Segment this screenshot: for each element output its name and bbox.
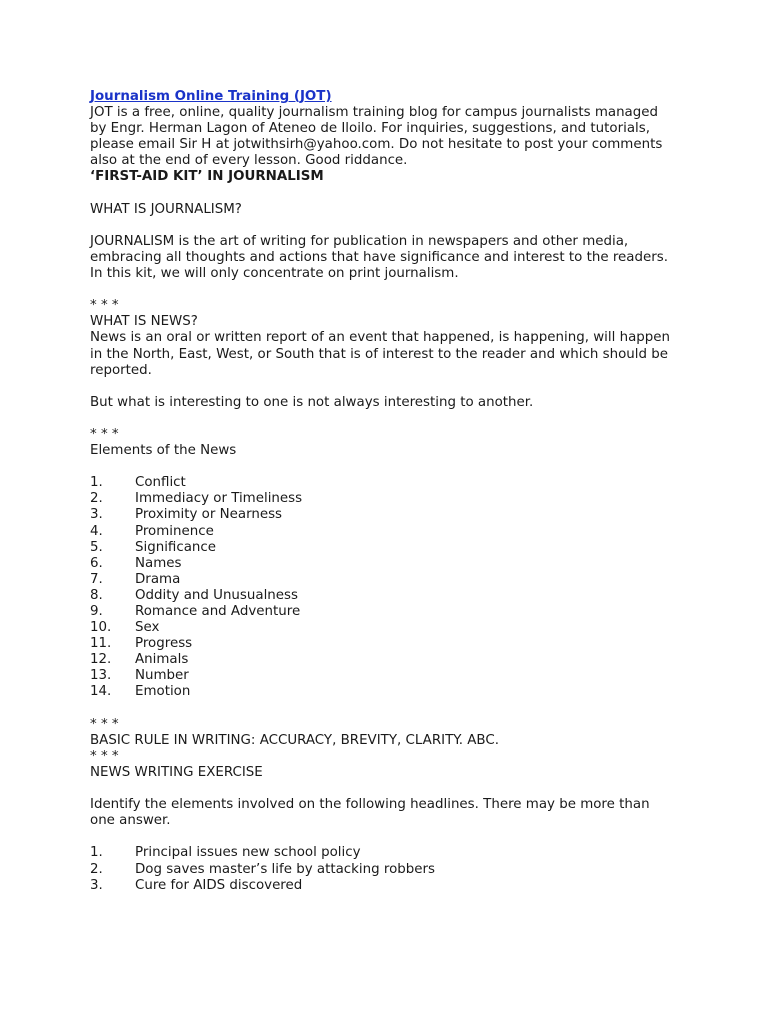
question-news: WHAT IS NEWS?: [90, 314, 198, 330]
intro-line: by Engr. Herman Lagon of Ateneo de Iloilo. For inquiries, suggestions, and tutorials,: [90, 121, 650, 137]
separator: * * *: [90, 748, 119, 764]
list-number: 8.: [90, 587, 103, 603]
question-journalism: WHAT IS JOURNALISM?: [90, 201, 242, 217]
list-item: [90, 652, 690, 668]
list-item: [90, 862, 690, 878]
list-text: Animals: [135, 652, 189, 668]
list-number: 5.: [90, 539, 103, 555]
intro-line: also at the end of every lesson. Good riddance.: [90, 153, 408, 169]
list-item: [90, 620, 690, 636]
list-text: Drama: [135, 571, 181, 587]
journalism-line: In this kit, we will only concentrate on print journalism.: [90, 266, 459, 282]
list-item: [90, 604, 690, 620]
list-number: 12.: [90, 652, 112, 668]
elements-list: [90, 475, 690, 700]
news-line: in the North, East, West, or South that is of interest to the reader and which should be: [90, 346, 668, 362]
basic-rule: BASIC RULE IN WRITING: ACCURACY, BREVITY, CLARITY. ABC.: [90, 732, 499, 748]
list-number: 14.: [90, 684, 112, 700]
elements-heading: Elements of the News: [90, 443, 237, 459]
list-item: [90, 668, 690, 684]
separator: * * *: [90, 426, 119, 442]
exercise-heading: NEWS WRITING EXERCISE: [90, 764, 263, 780]
list-item: [90, 878, 690, 894]
separator: * * *: [90, 716, 119, 732]
list-text: Progress: [135, 636, 193, 652]
list-number: 4.: [90, 523, 103, 539]
kit-title: ‘FIRST-AID KIT’ IN JOURNALISM: [90, 169, 324, 185]
list-number: 3.: [90, 507, 103, 523]
list-text: Romance and Adventure: [135, 604, 301, 619]
list-number: 10.: [90, 620, 112, 636]
list-item: [90, 684, 690, 700]
news-line: News is an oral or written report of an event that happened, is happening, will happen: [90, 330, 670, 346]
list-number: 1.: [90, 475, 103, 491]
list-number: 7.: [90, 571, 103, 587]
list-number: 1.: [90, 845, 103, 861]
list-number: 2.: [90, 861, 103, 877]
document-page: [90, 89, 690, 894]
list-number: 11.: [90, 636, 112, 652]
list-item: [90, 556, 690, 572]
exercise-line: one answer.: [90, 813, 171, 829]
list-text: Principal issues new school policy: [135, 845, 361, 861]
list-item: [90, 636, 690, 652]
list-item: [90, 540, 690, 556]
interesting-line: But what is interesting to one is not always interesting to another.: [90, 394, 534, 410]
list-item: [90, 475, 690, 491]
list-item: [90, 845, 690, 861]
list-item: [90, 524, 690, 540]
journalism-line: embracing all thoughts and actions that have significance and interest to the readers.: [90, 249, 668, 265]
list-text: Proximity or Nearness: [135, 507, 283, 523]
list-number: 13.: [90, 668, 112, 684]
list-text: Number: [135, 668, 189, 684]
list-item: [90, 491, 690, 507]
list-text: Emotion: [135, 684, 191, 700]
list-number: 2.: [90, 491, 103, 507]
list-text: Oddity and Unusualness: [135, 587, 298, 603]
intro-line: JOT is a free, online, quality journalism training blog for campus journalists managed: [90, 105, 659, 121]
list-number: 3.: [90, 877, 103, 893]
list-text: Immediacy or Timeliness: [135, 491, 303, 507]
intro-line: please email Sir H at jotwithsirh@yahoo.com. Do not hesitate to post your comments: [90, 137, 663, 153]
list-text: Sex: [135, 620, 160, 636]
jot-title-link[interactable]: Journalism Online Training (JOT): [90, 89, 332, 104]
separator: * * *: [90, 298, 119, 314]
list-item: [90, 588, 690, 604]
news-line: reported.: [90, 362, 152, 378]
list-item: [90, 572, 690, 588]
list-number: 9.: [90, 604, 103, 619]
list-item: [90, 507, 690, 523]
list-number: 6.: [90, 555, 103, 571]
list-text: Names: [135, 555, 182, 571]
list-text: Significance: [135, 539, 217, 555]
list-text: Dog saves master’s life by attacking robbers: [135, 861, 435, 877]
headlines-list: [90, 845, 690, 893]
exercise-line: Identify the elements involved on the following headlines. There may be more than: [90, 797, 650, 813]
journalism-line: JOURNALISM is the art of writing for publication in newspapers and other media,: [90, 233, 629, 249]
list-text: Conflict: [135, 475, 186, 491]
list-text: Cure for AIDS discovered: [135, 877, 303, 893]
list-text: Prominence: [135, 523, 214, 539]
